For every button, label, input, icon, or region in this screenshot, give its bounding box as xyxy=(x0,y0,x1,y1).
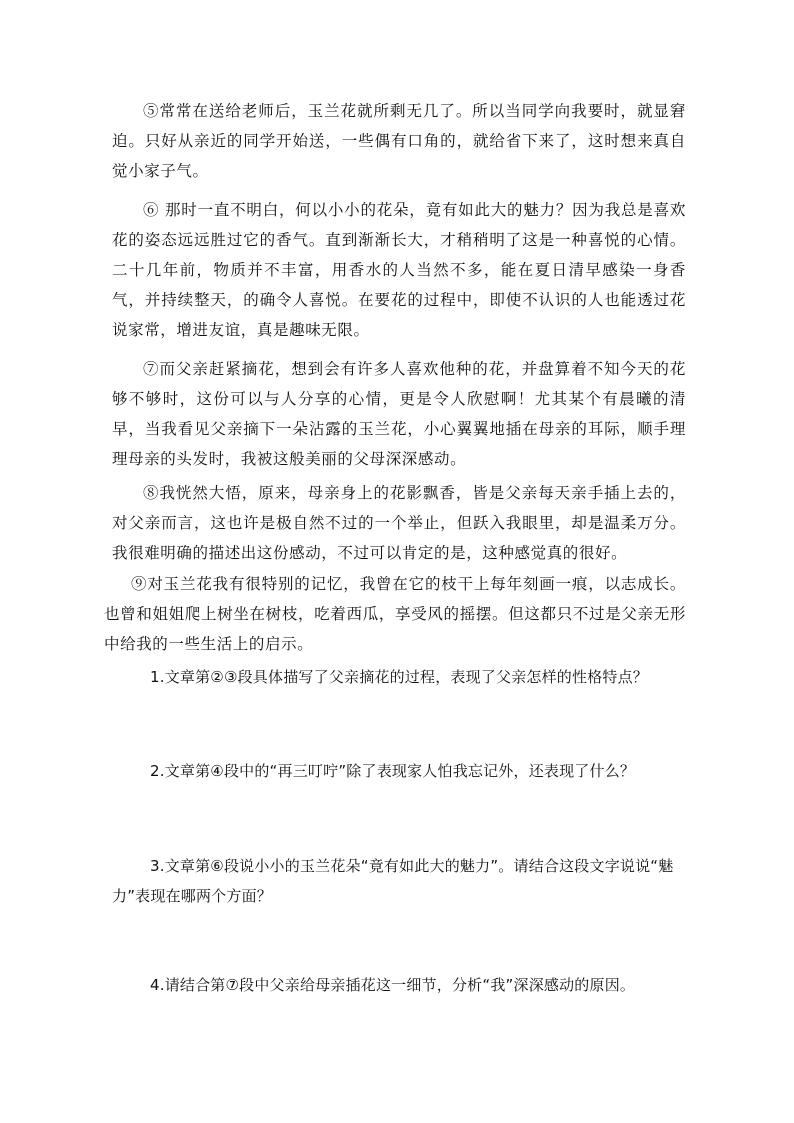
paragraph-5: ⑤常常在送给老师后，玉兰花就所剩无几了。所以当同学向我要时，就显窘迫。只好从亲近的同学开始送，一些偶有口角的，就给省下来了，这时想来真自觉小家子气。 xyxy=(112,102,686,180)
question-4: 4.请结合第⑦段中父亲给母亲插花这一细节，分析“我”深深感动的原因。 xyxy=(150,976,636,994)
question-2: 2.文章第④段中的“再三叮咛”除了表现家人怕我忘记外，还表现了什么？ xyxy=(150,762,636,780)
paragraph-7: ⑦而父亲赶紧摘花，想到会有许多人喜欢他种的花，并盘算着不知今天的花够不够时，这份可以与人分享的心情，更是令人欣慰啊！尤其某个有晨曦的清早，当我看见父亲摘下一朵沾露的玉兰花，小心翼翼地插在母亲的耳际，顺手理理母亲的头发时，我被这般美丽的父母深深感动。 xyxy=(112,360,686,468)
question-3: 3.文章第⑥段说小小的玉兰花朵“竟有如此大的魅力”。请结合这段文字说说“魅力”表现在哪两个方面？ xyxy=(112,857,674,905)
paragraph-6: ⑥ 那时一直不明白，何以小小的花朵，竟有如此大的魅力？因为我总是喜欢花的姿态远远胜过它的香气。直到渐渐长大，才稍稍明了这是一种喜悦的心情。二十几年前，物质并不丰富，用香水的人当然不多，能在夏日清早感染一身香气，并持续整天，的确令人喜悦。在要花的过程中，即使不认识的人也能透过花说家常，增进友谊，真是趣味无限。 xyxy=(112,201,686,339)
paragraph-8: ⑧我恍然大悟，原来，母亲身上的花影飘香，皆是父亲每天亲手插上去的，对父亲而言，这也许是极自然不过的一个举止，但跃入我眼里，却是温柔万分。我很难明确的描述出这份感动，不过可以肯定的是，这种感觉真的很好。 xyxy=(112,484,686,562)
paragraph-9: ⑨对玉兰花我有很特别的记忆，我曾在它的枝干上每年刻画一痕，以志成长。也曾和姐姐爬上树坐在树枝，吃着西瓜，享受风的摇摆。但这都只不过是父亲无形中给我的一些生活上的启示。 xyxy=(104,575,686,653)
question-1: 1.文章第②③段具体描写了父亲摘花的过程，表现了父亲怎样的性格特点？ xyxy=(150,668,649,686)
